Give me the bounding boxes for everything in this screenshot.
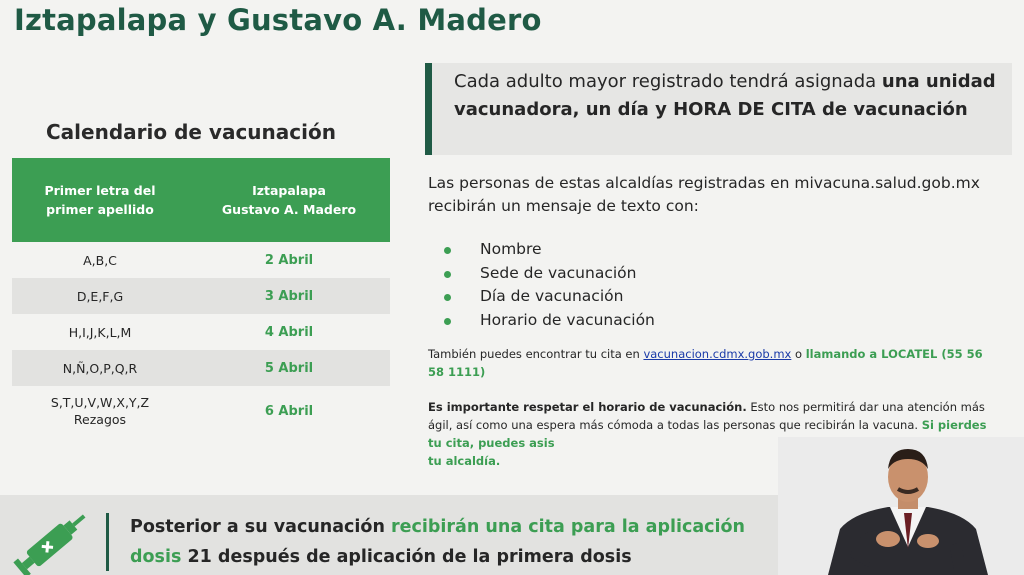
page-title: Iztapalapa y Gustavo A. Madero: [14, 3, 542, 37]
row-letters: D,E,F,G: [76, 288, 124, 304]
bottom-message: [130, 512, 790, 572]
horario-bold: Es importante respetar el horario de vacunación.: [428, 400, 747, 414]
bullet-label: Sede de vacunación: [480, 263, 637, 282]
sms-paragraph: Las personas de estas alcaldías registradas en mivacuna.salud.gob.mx recibirán un mensaje de texto con:: [428, 174, 980, 215]
sms-bullet-list: [442, 238, 655, 332]
table-row: [12, 242, 390, 278]
list-item: [442, 285, 655, 309]
list-item: [442, 309, 655, 333]
row-letters: N,Ñ,O,P,Q,R: [62, 360, 138, 376]
bullet-icon: [444, 271, 451, 278]
row-date: 6 Abril: [264, 403, 314, 419]
note-plain: Cada adulto mayor registrado tendrá asignada: [454, 71, 882, 92]
cita-info: [428, 345, 988, 381]
row-letters: S,T,U,V,W,X,Y,Z Rezagos: [50, 395, 150, 427]
row-date: 2 Abril: [264, 252, 314, 268]
table-row: [12, 350, 390, 386]
horario-text: Esto nos permitirá dar una atención más ágil, así como una espera más cómoda a todas las personas que recibirán la vacuna.: [428, 400, 985, 432]
table-row: [12, 278, 390, 314]
appointment-note: [425, 63, 1012, 155]
row-date: 5 Abril: [264, 360, 314, 376]
bullet-label: Horario de vacunación: [480, 310, 655, 329]
bottom-part3: dosis: [130, 547, 182, 567]
table-row: [12, 314, 390, 350]
table-row: [12, 386, 390, 436]
bullet-icon: [444, 247, 451, 254]
row-letters: A,B,C: [83, 252, 117, 268]
bottom-divider: [106, 513, 109, 571]
interpreter-figure: [778, 437, 1024, 575]
row-date: 4 Abril: [264, 324, 314, 340]
bullet-icon: [444, 294, 451, 301]
row-date: 3 Abril: [264, 288, 314, 304]
bottom-part1: Posterior a su vacunación: [130, 517, 392, 537]
cita-link[interactable]: vacunacion.cdmx.gob.mx: [643, 347, 792, 361]
sign-language-interpreter-video: [778, 437, 1024, 575]
horario-green-2: tu alcaldía.: [428, 454, 501, 468]
calendar-table: [12, 158, 390, 436]
bullet-icon: [444, 318, 451, 325]
cita-mid: o: [791, 347, 806, 361]
calendar-table-header: [12, 158, 390, 242]
bullet-label: Nombre: [480, 240, 542, 258]
bottom-part2: recibirán una cita para la aplicación: [391, 517, 745, 537]
list-item: [442, 262, 655, 286]
bottom-part4: 21 después de aplicación de la primera dosis: [181, 547, 632, 567]
syringe-icon: [12, 503, 92, 575]
header-letters: Primer letra del primer apellido: [44, 183, 156, 217]
locatel-text: llamando a LOCATEL (55 56 58 1111): [428, 347, 983, 379]
row-letters: H,I,J,K,L,M: [68, 324, 132, 340]
calendar-title: Calendario de vacunación: [46, 120, 336, 144]
horario-green: Si pierdes tu cita, puedes asis: [428, 418, 987, 450]
list-item: [442, 238, 655, 262]
cita-prefix: También puedes encontrar tu cita en: [428, 347, 644, 361]
bullet-label: Día de vacunación: [480, 287, 624, 305]
note-bold: una unidad vacunadora, un día y HORA DE CITA de vacunación: [454, 71, 996, 120]
header-alcaldias: Iztapalapa Gustavo A. Madero: [221, 183, 357, 217]
